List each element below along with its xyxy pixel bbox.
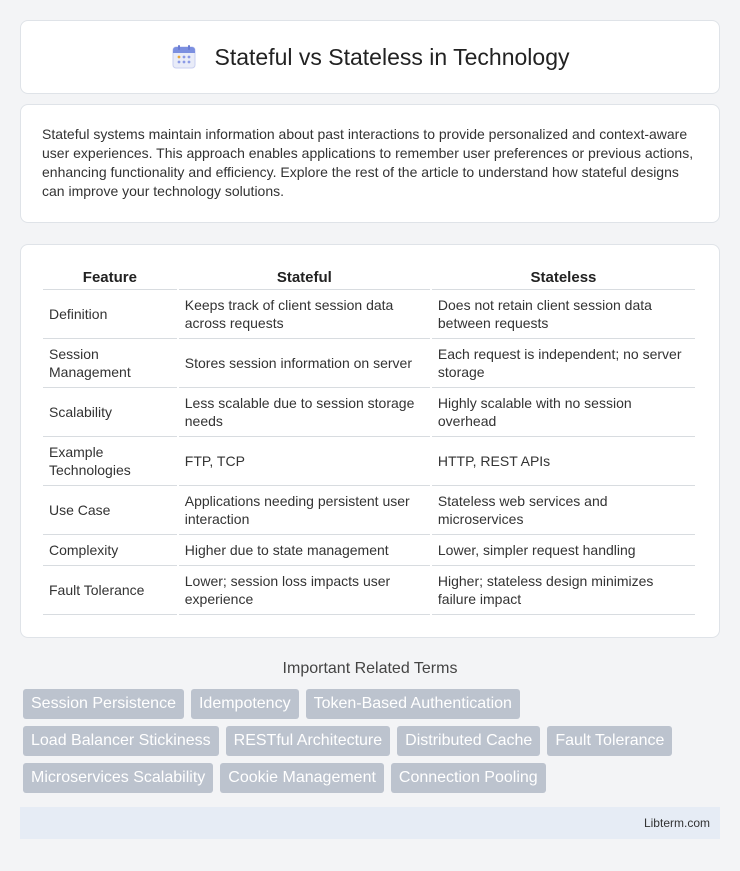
intro-card: [20, 104, 720, 223]
stateful-cell: Higher due to state management: [179, 535, 430, 566]
feature-cell: Example Technologies: [43, 437, 177, 486]
stateless-cell: Lower, simpler request handling: [432, 535, 695, 566]
table-row: [43, 437, 695, 486]
page-container: [20, 20, 720, 839]
term-chip-cookie-management[interactable]: Cookie Management: [220, 763, 384, 793]
related-terms-section: [20, 660, 720, 793]
term-chip-distributed-cache[interactable]: Distributed Cache: [397, 726, 540, 756]
table-header-row: [43, 263, 695, 290]
related-terms-list: [20, 689, 720, 793]
table-row: [43, 566, 695, 615]
table-row: [43, 388, 695, 437]
stateful-cell: Less scalable due to session storage needs: [179, 388, 430, 437]
comparison-table-card: [20, 244, 720, 638]
term-chip-fault-tolerance[interactable]: Fault Tolerance: [547, 726, 672, 756]
table-row: [43, 339, 695, 388]
comparison-table: [41, 263, 697, 615]
feature-cell: Fault Tolerance: [43, 566, 177, 615]
stateless-cell: HTTP, REST APIs: [432, 437, 695, 486]
stateful-cell: Keeps track of client session data across requests: [179, 290, 430, 339]
feature-cell: Scalability: [43, 388, 177, 437]
footer: [20, 807, 720, 839]
stateful-cell: Stores session information on server: [179, 339, 430, 388]
intro-text: Stateful systems maintain information about past interactions to provide personalized and context-aware user experiences. This approach enables applications to remember user preferences or previous actions, enhancing functionality and efficiency. Explore the rest of the article to understand how stateful designs can improve your technology solutions.: [42, 126, 694, 199]
header-stateless: Stateless: [432, 263, 695, 290]
term-chip-microservices-scalability[interactable]: Microservices Scalability: [23, 763, 213, 793]
footer-site-link[interactable]: Libterm.com: [643, 816, 710, 830]
feature-cell: Session Management: [43, 339, 177, 388]
term-chip-token-based-authentication[interactable]: Token-Based Authentication: [306, 689, 520, 719]
calendar-icon: [170, 43, 198, 71]
term-chip-restful-architecture[interactable]: RESTful Architecture: [226, 726, 391, 756]
table-row: [43, 486, 695, 535]
term-chip-idempotency[interactable]: Idempotency: [191, 689, 299, 719]
page-title: Stateful vs Stateless in Technology: [214, 43, 570, 70]
header-stateful: Stateful: [179, 263, 430, 290]
stateful-cell: Applications needing persistent user interaction: [179, 486, 430, 535]
term-chip-connection-pooling[interactable]: Connection Pooling: [391, 763, 546, 793]
table-row: [43, 290, 695, 339]
term-chip-load-balancer-stickiness[interactable]: Load Balancer Stickiness: [23, 726, 219, 756]
stateless-cell: Stateless web services and microservices: [432, 486, 695, 535]
stateful-cell: FTP, TCP: [179, 437, 430, 486]
stateless-cell: Higher; stateless design minimizes failure impact: [432, 566, 695, 615]
feature-cell: Definition: [43, 290, 177, 339]
title-card: [20, 20, 720, 94]
table-row: [43, 535, 695, 566]
header-feature: Feature: [43, 263, 177, 290]
stateless-cell: Each request is independent; no server storage: [432, 339, 695, 388]
feature-cell: Complexity: [43, 535, 177, 566]
term-chip-session-persistence[interactable]: Session Persistence: [23, 689, 184, 719]
stateful-cell: Lower; session loss impacts user experience: [179, 566, 430, 615]
related-terms-heading: Important Related Terms: [282, 660, 458, 677]
feature-cell: Use Case: [43, 486, 177, 535]
stateless-cell: Highly scalable with no session overhead: [432, 388, 695, 437]
stateless-cell: Does not retain client session data between requests: [432, 290, 695, 339]
